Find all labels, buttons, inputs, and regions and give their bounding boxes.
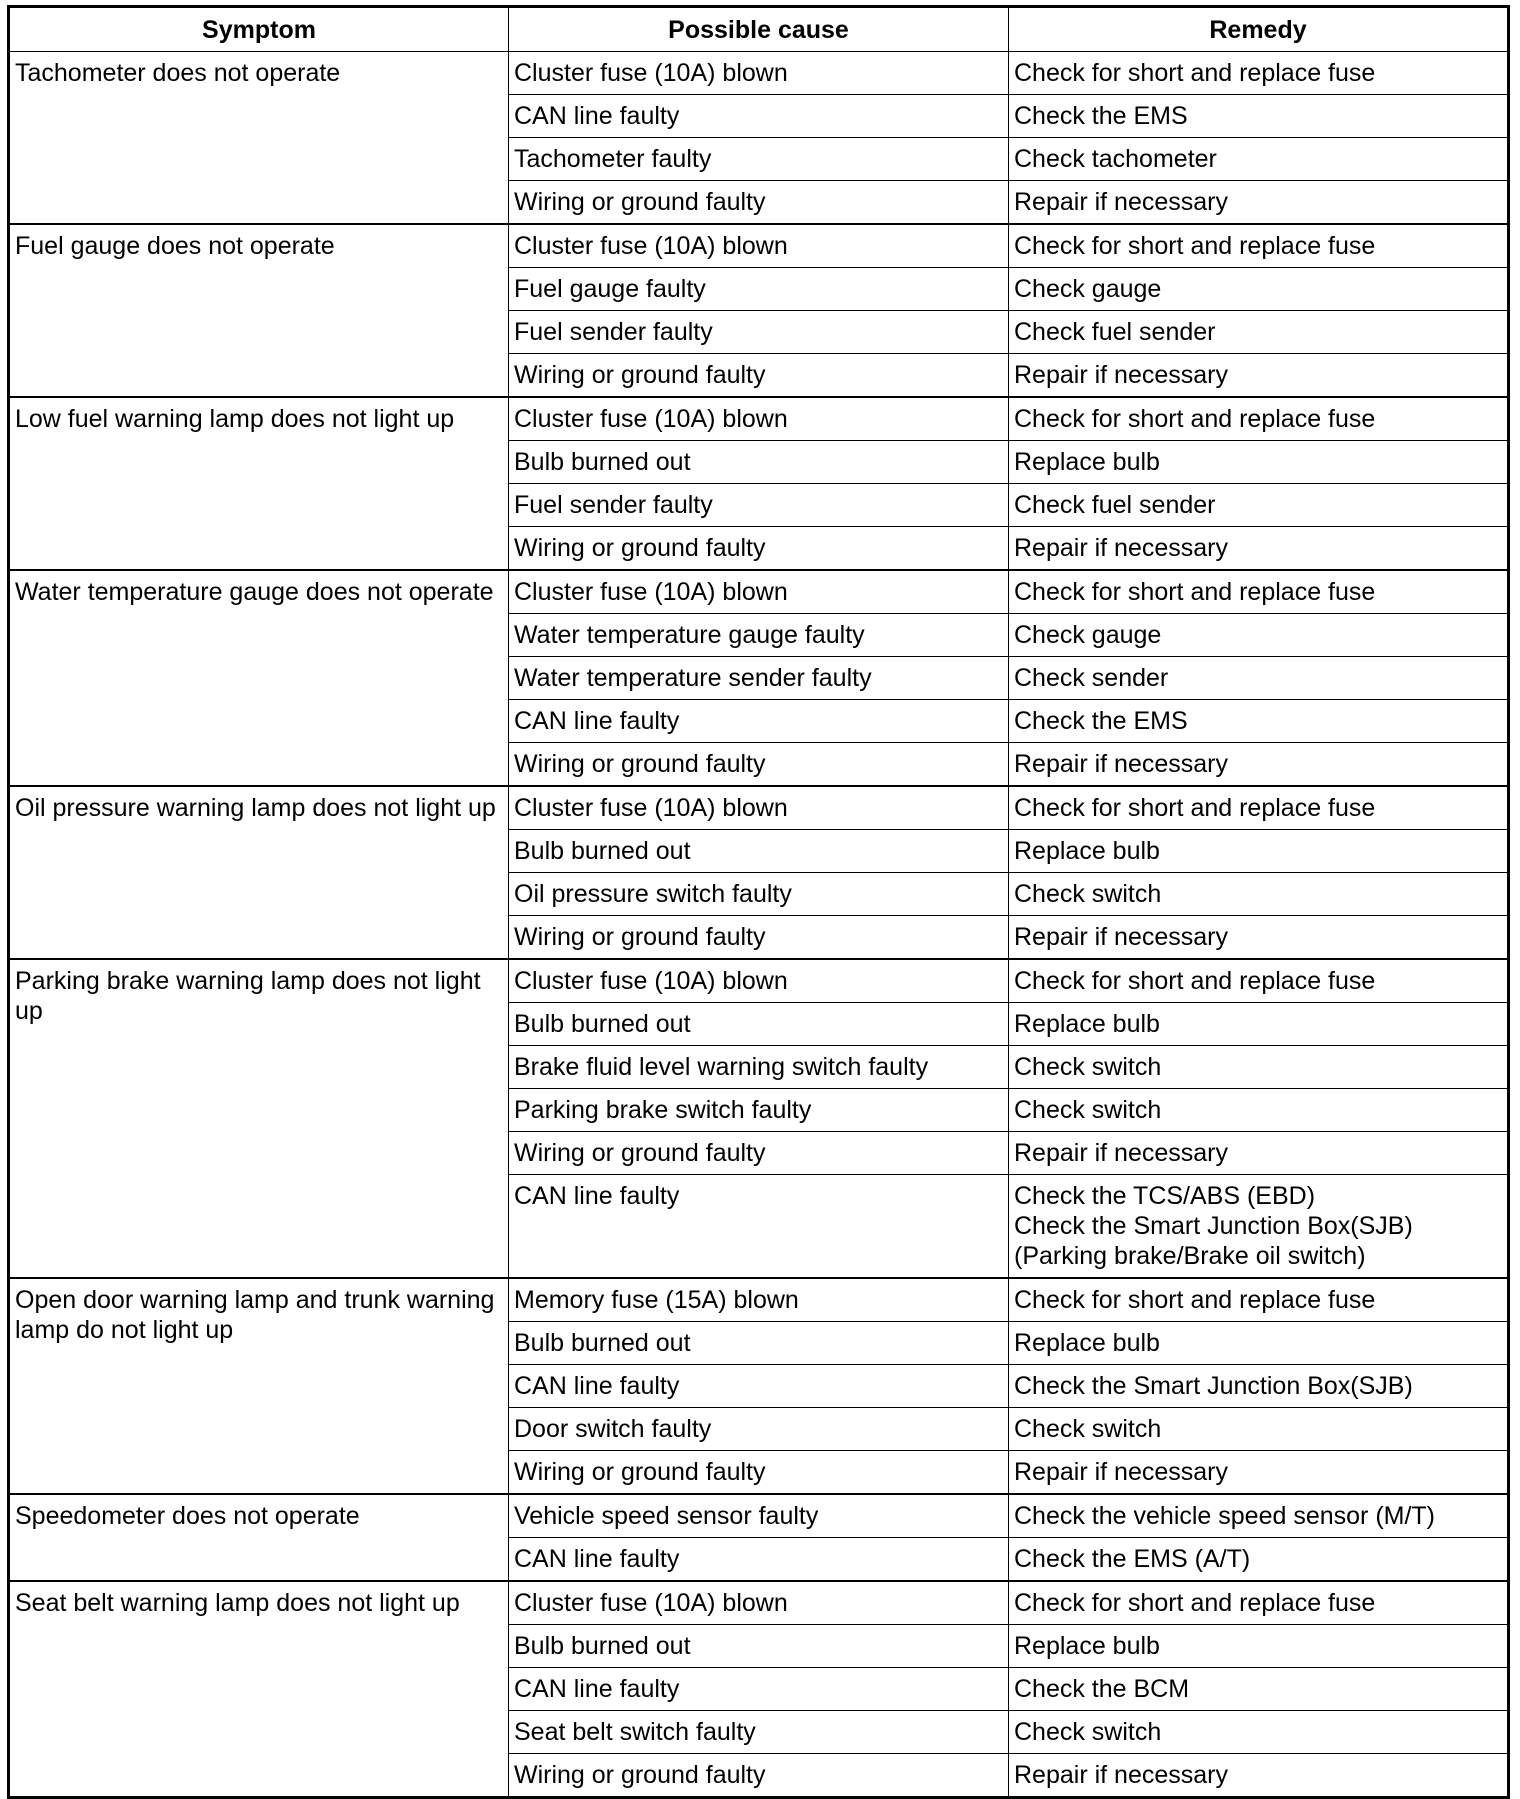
cause-cell: Cluster fuse (10A) blown (509, 52, 1009, 95)
cause-cell: Fuel sender faulty (509, 484, 1009, 527)
cause-cell: Vehicle speed sensor faulty (509, 1494, 1009, 1538)
remedy-cell: Check the EMS (1009, 700, 1509, 743)
symptom-cell: Seat belt warning lamp does not light up (9, 1581, 509, 1798)
cause-cell: Wiring or ground faulty (509, 1451, 1009, 1495)
remedy-cell: Check switch (1009, 1711, 1509, 1754)
remedy-cell: Replace bulb (1009, 830, 1509, 873)
remedy-cell: Repair if necessary (1009, 743, 1509, 787)
remedy-cell: Check fuel sender (1009, 311, 1509, 354)
cause-cell: Water temperature gauge faulty (509, 614, 1009, 657)
remedy-cell: Replace bulb (1009, 1625, 1509, 1668)
cause-cell: Bulb burned out (509, 830, 1009, 873)
symptom-cell: Tachometer does not operate (9, 52, 509, 225)
symptom-cell: Oil pressure warning lamp does not light up (9, 786, 509, 959)
remedy-cell: Check gauge (1009, 614, 1509, 657)
cause-cell: Wiring or ground faulty (509, 354, 1009, 398)
cause-cell: CAN line faulty (509, 1668, 1009, 1711)
cause-cell: Bulb burned out (509, 1625, 1009, 1668)
cause-cell: Wiring or ground faulty (509, 743, 1009, 787)
cause-cell: CAN line faulty (509, 1538, 1009, 1582)
symptom-cell: Open door warning lamp and trunk warning lamp do not light up (9, 1278, 509, 1494)
table-row (9, 1494, 1509, 1538)
table-row (9, 1581, 1509, 1625)
cause-cell: Wiring or ground faulty (509, 916, 1009, 960)
table-row (9, 397, 1509, 441)
remedy-cell: Check the BCM (1009, 1668, 1509, 1711)
cause-cell: Tachometer faulty (509, 138, 1009, 181)
symptom-cell: Low fuel warning lamp does not light up (9, 397, 509, 570)
remedy-cell: Check the EMS (1009, 95, 1509, 138)
header-remedy: Remedy (1009, 7, 1509, 52)
cause-cell: Bulb burned out (509, 441, 1009, 484)
remedy-cell: Check for short and replace fuse (1009, 224, 1509, 268)
table-row (9, 570, 1509, 614)
cause-cell: Cluster fuse (10A) blown (509, 397, 1009, 441)
cause-cell: Brake fluid level warning switch faulty (509, 1046, 1009, 1089)
remedy-cell: Check sender (1009, 657, 1509, 700)
remedy-cell: Check switch (1009, 1408, 1509, 1451)
remedy-cell: Check the EMS (A/T) (1009, 1538, 1509, 1582)
remedy-cell: Check the Smart Junction Box(SJB) (1009, 1365, 1509, 1408)
remedy-cell: Repair if necessary (1009, 354, 1509, 398)
remedy-cell: Check fuel sender (1009, 484, 1509, 527)
table-row (9, 1278, 1509, 1322)
remedy-cell: Check gauge (1009, 268, 1509, 311)
remedy-cell: Check switch (1009, 1046, 1509, 1089)
cause-cell: Fuel gauge faulty (509, 268, 1009, 311)
cause-cell: Door switch faulty (509, 1408, 1009, 1451)
header-symptom: Symptom (9, 7, 509, 52)
remedy-cell: Check the TCS/ABS (EBD) Check the Smart Junction Box(SJB) (Parking brake/Brake oil switch) (1009, 1175, 1509, 1279)
cause-cell: Seat belt switch faulty (509, 1711, 1009, 1754)
table-body (9, 52, 1509, 1798)
cause-cell: Cluster fuse (10A) blown (509, 570, 1009, 614)
table-row (9, 52, 1509, 95)
remedy-cell: Check for short and replace fuse (1009, 786, 1509, 830)
symptom-cell: Water temperature gauge does not operate (9, 570, 509, 786)
cause-cell: Cluster fuse (10A) blown (509, 786, 1009, 830)
cause-cell: Parking brake switch faulty (509, 1089, 1009, 1132)
cause-cell: Bulb burned out (509, 1003, 1009, 1046)
remedy-cell: Replace bulb (1009, 441, 1509, 484)
remedy-cell: Check the vehicle speed sensor (M/T) (1009, 1494, 1509, 1538)
cause-cell: CAN line faulty (509, 1175, 1009, 1279)
remedy-cell: Replace bulb (1009, 1322, 1509, 1365)
table-row (9, 224, 1509, 268)
cause-cell: Wiring or ground faulty (509, 527, 1009, 571)
cause-cell: Wiring or ground faulty (509, 181, 1009, 225)
remedy-cell: Check for short and replace fuse (1009, 52, 1509, 95)
remedy-cell: Repair if necessary (1009, 1451, 1509, 1495)
cause-cell: CAN line faulty (509, 95, 1009, 138)
table-header (9, 7, 1509, 52)
cause-cell: Cluster fuse (10A) blown (509, 959, 1009, 1003)
remedy-cell: Repair if necessary (1009, 1132, 1509, 1175)
cause-cell: Wiring or ground faulty (509, 1132, 1009, 1175)
remedy-cell: Repair if necessary (1009, 527, 1509, 571)
troubleshooting-table (7, 5, 1510, 1799)
cause-cell: Bulb burned out (509, 1322, 1009, 1365)
remedy-cell: Replace bulb (1009, 1003, 1509, 1046)
remedy-cell: Check switch (1009, 873, 1509, 916)
cause-cell: Wiring or ground faulty (509, 1754, 1009, 1798)
symptom-cell: Speedometer does not operate (9, 1494, 509, 1581)
remedy-cell: Check tachometer (1009, 138, 1509, 181)
remedy-cell: Check for short and replace fuse (1009, 1278, 1509, 1322)
cause-cell: CAN line faulty (509, 700, 1009, 743)
remedy-cell: Check for short and replace fuse (1009, 570, 1509, 614)
remedy-cell: Repair if necessary (1009, 181, 1509, 225)
remedy-cell: Check for short and replace fuse (1009, 397, 1509, 441)
cause-cell: Cluster fuse (10A) blown (509, 1581, 1009, 1625)
cause-cell: Cluster fuse (10A) blown (509, 224, 1009, 268)
remedy-cell: Check for short and replace fuse (1009, 959, 1509, 1003)
cause-cell: Memory fuse (15A) blown (509, 1278, 1009, 1322)
symptom-cell: Fuel gauge does not operate (9, 224, 509, 397)
symptom-cell: Parking brake warning lamp does not light up (9, 959, 509, 1278)
header-row (9, 7, 1509, 52)
table-row (9, 786, 1509, 830)
cause-cell: CAN line faulty (509, 1365, 1009, 1408)
remedy-cell: Check switch (1009, 1089, 1509, 1132)
remedy-cell: Check for short and replace fuse (1009, 1581, 1509, 1625)
remedy-cell: Repair if necessary (1009, 1754, 1509, 1798)
table-row (9, 959, 1509, 1003)
header-possible-cause: Possible cause (509, 7, 1009, 52)
remedy-cell: Repair if necessary (1009, 916, 1509, 960)
cause-cell: Oil pressure switch faulty (509, 873, 1009, 916)
cause-cell: Water temperature sender faulty (509, 657, 1009, 700)
cause-cell: Fuel sender faulty (509, 311, 1009, 354)
